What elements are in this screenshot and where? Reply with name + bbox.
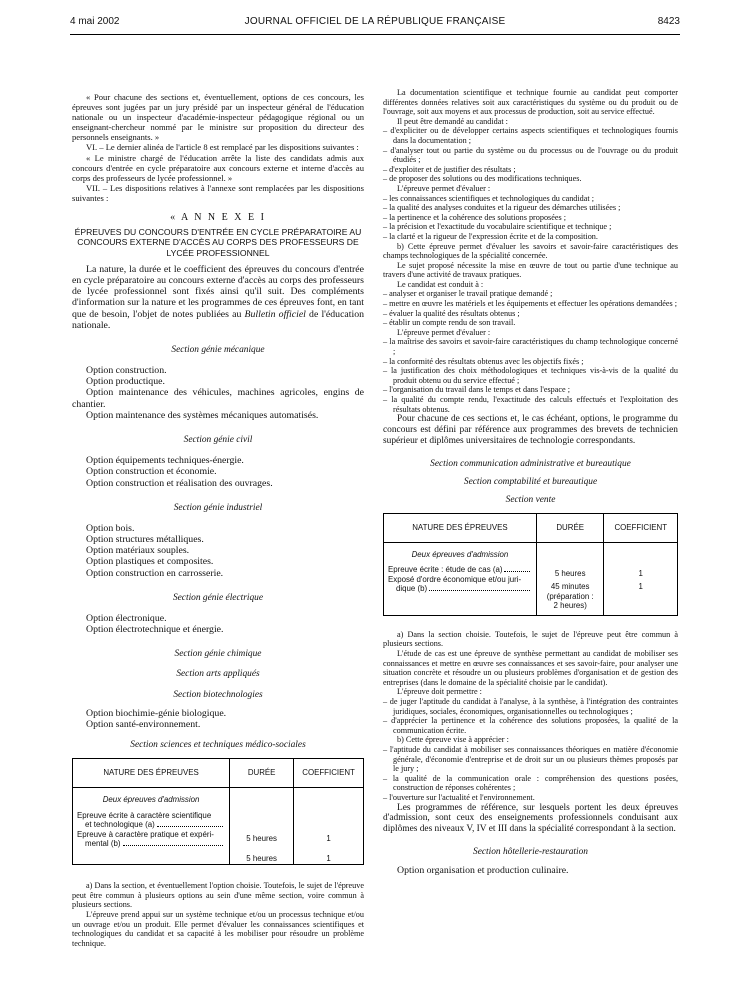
duration: 45 minutes — [550, 582, 590, 592]
running-header — [70, 16, 680, 35]
label-text: Epreuve écrite : étude de cas (a) — [388, 565, 503, 575]
option-item: Option construction en carrosserie. — [86, 567, 224, 579]
duration: 5 heures — [246, 834, 277, 844]
paragraph: L'épreuve doit permettre : — [397, 687, 482, 697]
section-heading: Section génie mécanique — [171, 344, 265, 355]
option-item: Option structures métalliques. — [86, 534, 204, 546]
col-header: DURÉE — [536, 513, 604, 542]
section-heading: Section génie électrique — [172, 592, 264, 603]
section-heading: Section sciences et techniques médico-sociales — [130, 740, 306, 751]
exam-table-vente — [383, 513, 678, 618]
paragraph: La documentation scientifique et technique fournie au candidat peut comporter différentes données relatives soit aux caractéristiques du système ou du produit ou de l'ouvrage, soit aux moyens et aux processus de production, soit au service effectué. — [383, 88, 678, 117]
list-item: – la qualité de la communication orale : compréhension des questions posées, construction de réponses cohérentes ; — [383, 773, 678, 793]
list-item: – la maîtrise des savoirs et savoir-faire caractéristiques du champ technologique concerné ; — [383, 337, 678, 357]
option-item: Option matériaux souples. — [86, 545, 190, 557]
annex-heading: « A N N E X E I — [170, 212, 266, 224]
header-page-number: 8423 — [657, 16, 680, 27]
table-subheader: Deux épreuves d'admission — [102, 795, 200, 805]
list-item: – évaluer la qualité des résultats obtenus ; — [383, 308, 520, 318]
list-item: – les connaissances scientifiques et technologiques du candidat ; — [383, 193, 594, 203]
paragraph: Le candidat est conduit à : — [397, 279, 484, 289]
footnote-b: b) Cette épreuve vise à apprécier : — [397, 735, 509, 745]
list-item: – la justification des choix méthodologiques et techniques vis-à-vis de la qualité du produit obtenu ou du service effectué ; — [383, 366, 678, 385]
intro-text-end: de l'éducation nationale. — [72, 308, 365, 331]
col-header: NATURE DES ÉPREUVES — [73, 759, 230, 788]
intro-text: La nature, la durée et le coefficient des épreuves du concours d'entrée en cycle préparatoire au concours externe d'accès au corps des professeurs de lycée professionnel sont fixés ainsi qu'il suit. Des compléments d'information sur la nature et les programmes de ces épreuves font, en tant que de besoin, l'objet de notes publiées au — [72, 263, 364, 320]
section-heading: Section génie chimique — [174, 649, 262, 660]
list-item: – l'ouverture sur l'actualité et l'environnement. — [383, 792, 535, 802]
list-item: – de proposer des solutions ou des modifications techniques. — [383, 174, 582, 184]
list-item: – d'apprécier la pertinence et la cohérence des solutions proposées, la qualité de la communication écrite. — [383, 716, 678, 735]
table-cell — [294, 788, 364, 865]
option-item: Option bois. — [86, 522, 135, 534]
paragraph: L'épreuve permet d'évaluer : — [397, 327, 491, 337]
option-item: Option électrotechnique et énergie. — [86, 624, 224, 636]
section-heading: Section communication administrative et bureautique — [430, 458, 631, 469]
paragraph: b) Cette épreuve permet d'évaluer les savoirs et savoir-faire caractéristiques des champs technologiques de la spécialité concernée. — [383, 241, 678, 261]
section-heading: Section vente — [505, 494, 556, 505]
section-heading: Section comptabilité et bureautique — [463, 476, 598, 487]
coefficient: 1 — [638, 582, 643, 592]
option-item: Option organisation et production culinaire. — [397, 865, 569, 877]
table-row-label — [388, 565, 532, 575]
list-item: – de juger l'aptitude du candidat à l'analyse, à la synthèse, à l'intégration des contraintes juridiques, sociales, économiques, organisationnelles ou technologiques ; — [383, 697, 678, 716]
paragraph: « Le ministre chargé de l'éducation arrête la liste des candidats admis aux concours d'entrée en cycle préparatoire aux concours externe et interne d'accès au corps des professeurs de lycée professionnel. » — [72, 152, 364, 183]
list-item: – la clarté et la rigueur de l'expression écrite et de la composition. — [383, 231, 598, 241]
annex-title: ÉPREUVES DU CONCOURS D'ENTRÉE EN CYCLE PRÉPARATOIRE AU CONCOURS EXTERNE D'ACCÈS AU CORPS DES PROFESSEURS DE LYCÉE PROFESSIONNEL — [74, 227, 362, 258]
table-cell — [230, 788, 294, 865]
header-date: 4 mai 2002 — [70, 16, 120, 27]
table-cell — [604, 542, 678, 615]
table-row-label: Exposé d'ordre économique et/ou juri- — [388, 574, 522, 584]
section-heading: Section biotechnologies — [173, 689, 263, 700]
option-item: Option maintenance des systèmes mécaniques automatisés. — [86, 409, 319, 421]
list-item: – la qualité du compte rendu, l'exactitude des calculs effectués et l'exploitation des résultats obtenus. — [383, 395, 678, 414]
col-header: NATURE DES ÉPREUVES — [384, 513, 537, 542]
right-column — [383, 88, 678, 876]
label-text: mental (b) — [85, 839, 121, 849]
section-heading: Section hôtellerie-restauration — [473, 846, 588, 857]
list-item: – la pertinence et la cohérence des solutions proposées ; — [383, 212, 567, 222]
header-title: JOURNAL OFFICIEL DE LA RÉPUBLIQUE FRANÇAISE — [244, 16, 506, 27]
table-row-label-end — [77, 839, 225, 849]
section-heading: Section arts appliqués — [176, 669, 260, 680]
list-item: – analyser et organiser le travail pratique demandé ; — [383, 289, 553, 299]
paragraph: Le sujet proposé nécessite la mise en œuvre de tout ou partie d'une technique au travers d'une activité de travaux pratiques. — [383, 260, 678, 280]
section-heading: Section génie industriel — [173, 502, 263, 513]
list-item: – l'organisation du travail dans le temps et dans l'espace ; — [383, 385, 570, 395]
option-item: Option construction et réalisation des ouvrages. — [86, 477, 273, 489]
option-item: Option électronique. — [86, 612, 167, 624]
list-item: – la conformité des résultats obtenus avec les objectifs fixés ; — [383, 356, 584, 366]
table-subheader: Deux épreuves d'admission — [411, 549, 509, 559]
option-item: Option construction et économie. — [86, 466, 217, 478]
paragraph: Pour chacune de ces sections et, le cas échéant, options, le programme du concours est défini par référence aux programmes des brevets de technicien supérieur et diplômes universitaires de technologie correspondants. — [383, 414, 678, 446]
table-cell — [73, 788, 230, 865]
exam-table-smc — [72, 758, 364, 867]
col-header: COEFFICIENT — [294, 759, 364, 788]
list-item: – mettre en œuvre les matériels et les équipements et effectuer les opérations demandées ; — [383, 299, 678, 309]
coefficient: 1 — [326, 834, 331, 844]
option-item: Option biochimie-génie biologique. — [86, 707, 227, 719]
table-row-label-end — [388, 584, 532, 594]
footnote-a: a) Dans la section, et éventuellement l'option choisie. Toutefois, le sujet de l'épreuve peut être commun à plusieurs options au sein d'une même section, voire commun à plusieurs sections. — [72, 881, 364, 910]
option-item: Option productique. — [86, 376, 165, 388]
duration-note: 2 heures) — [553, 601, 587, 611]
bulletin-officiel: Bulletin officiel — [244, 308, 306, 320]
option-item: Option santé-environnement. — [86, 718, 201, 730]
paragraph: « Pour chacune des sections et, éventuellement, options de ces concours, les épreuves sont jugées par un jury présidé par un inspecteur général de l'éducation nationale ou un inspecteur d'académie-inspecteur pédagogique régional ou un enseignant-chercheur nommé par le ministre sur proposition du directeur des personnels enseignants. » — [72, 92, 364, 143]
paragraph: L'étude de cas est une épreuve de synthèse permettant au candidat de mobiliser ses connaissances et mettre en œuvre ses connaissances et ses savoir-faire, pour analyser une situation concrète et résoudre un ou plusieurs problèmes d'organisation et de gestion des entreprises (dans le domaine de la spécialité choisie par le candidat). — [383, 649, 678, 687]
section-heading: Section génie civil — [183, 435, 253, 446]
list-item: – la précision et l'exactitude du vocabulaire scientifique et technique ; — [383, 222, 612, 232]
option-item: Option maintenance des véhicules, machines agricoles, engins de chantier. — [72, 387, 364, 410]
list-item: – l'aptitude du candidat à mobiliser ses connaissances théoriques en matière d'économie générale, d'économie d'entreprise et de droit sur un ou plusieurs thèmes proposés par le jury ; — [383, 744, 678, 774]
paragraph: VII. – Les dispositions relatives à l'annexe sont remplacées par les dispositions suivantes : — [72, 182, 364, 203]
footnote-a: a) Dans la section choisie. Toutefois, le sujet de l'épreuve peut être commun à plusieurs sections. — [383, 629, 678, 649]
table-cell — [536, 542, 604, 615]
duration: 5 heures — [554, 568, 586, 578]
list-item: – d'exploiter et de justifier des résultats ; — [383, 164, 516, 174]
intro-paragraph — [72, 264, 364, 331]
paragraph: Il peut être demandé au candidat : — [397, 116, 508, 126]
table-cell — [384, 542, 537, 615]
paragraph: VI. – Le dernier alinéa de l'article 8 est remplacé par les dispositions suivantes : — [86, 142, 359, 153]
option-item: Option plastiques et composites. — [86, 556, 214, 568]
paragraph: L'épreuve permet d'évaluer : — [397, 183, 491, 193]
label-text: et technologique (a) — [85, 820, 155, 830]
left-column — [72, 92, 364, 948]
list-item: – d'analyser tout ou partie du système ou du processus ou de l'ouvrage ou du produit étudiés ; — [383, 145, 678, 165]
list-item: – d'expliciter ou de développer certains aspects scientifiques et technologiques fournis dans la documentation ; — [383, 126, 678, 145]
coefficient: 1 — [326, 853, 331, 863]
duration: 5 heures — [246, 853, 277, 863]
label-text: dique (b) — [396, 584, 428, 594]
table-row-label: Epreuve à caractère pratique et expéri- — [77, 829, 214, 839]
list-item: – la qualité des analyses conduites et la rigueur des démarches utilisées ; — [383, 203, 621, 213]
col-header: COEFFICIENT — [604, 513, 678, 542]
duration-note: (préparation : — [546, 591, 594, 601]
coefficient: 1 — [638, 568, 643, 578]
table-row-label-end — [77, 820, 225, 830]
footnote-a-detail: L'épreuve prend appui sur un système technique et/ou un processus technique et/ou un ouvrage et/ou un produit. Elle permet d'évaluer les connaissances scientifiques et technologiques du candidat et sa capacité à les mobiliser pour résoudre un problème technique. — [72, 909, 364, 948]
col-header: DURÉE — [230, 759, 294, 788]
option-item: Option équipements techniques-énergie. — [86, 455, 244, 467]
paragraph: Les programmes de référence, sur lesquels portent les deux épreuves d'admission, sont ceux des enseignements professionnels conduisant aux diplômes des niveaux V, IV et III dans la spécialité correspondant à la section. — [383, 802, 678, 835]
table-row-label: Epreuve écrite à caractère scientifique — [77, 810, 212, 820]
option-item: Option construction. — [86, 365, 167, 377]
list-item: – établir un compte rendu de son travail. — [383, 318, 516, 328]
